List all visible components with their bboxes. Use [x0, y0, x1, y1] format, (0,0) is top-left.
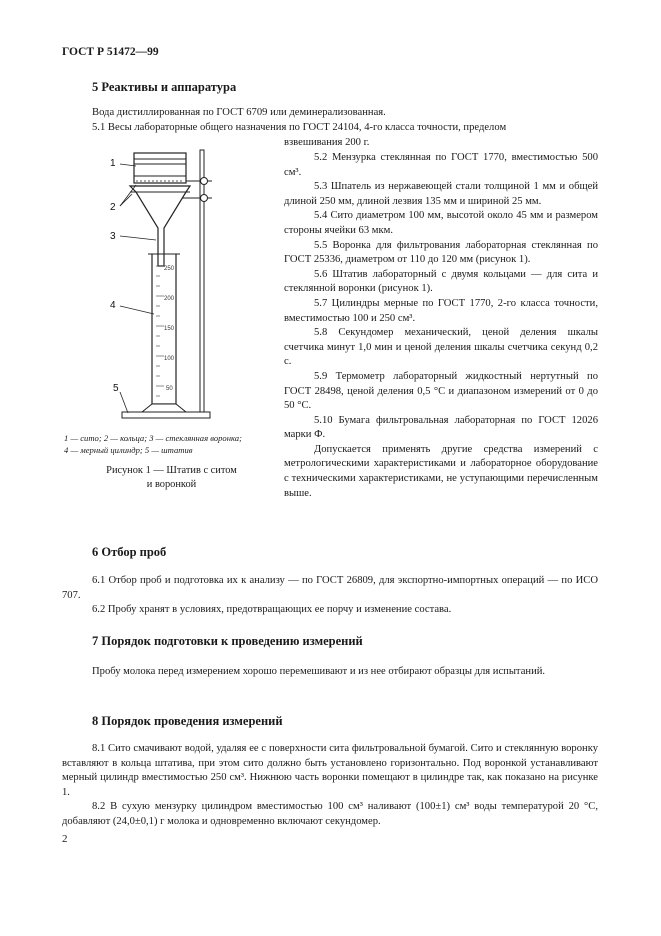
- paragraph-allowed: Допускается применять другие средства измерений с метрологическими характеристиками и лабораторное оборудование с техническими характеристиками, не уступающими перечисленным выше.: [284, 443, 598, 499]
- callout-5: 5: [113, 383, 119, 394]
- scale-label-150: 150: [164, 326, 175, 332]
- figure-caption: [64, 464, 279, 492]
- page-number: 2: [62, 833, 68, 845]
- paragraph-5-8: 5.8 Секундомер механический, ценой деления шкалы счетчика минут 1,0 мин и ценой деления шкалы счетчика секунд 0,2 с.: [284, 327, 598, 368]
- scale-label-100: 100: [164, 356, 175, 362]
- callout-4: 4: [110, 300, 116, 311]
- paragraph-6-2: 6.2 Пробу хранят в условиях, предотвращающих ее порчу и изменение состава.: [92, 604, 452, 616]
- paragraph-5-3: 5.3 Шпатель из нержавеющей стали толщиной 1 мм и общей длиной 250 мм, длиной лезвия 135 мм и шириной 25 мм.: [284, 181, 598, 207]
- figure-legend: [64, 432, 279, 456]
- section-5-title: 5 Реактивы и аппаратура: [92, 80, 237, 94]
- document-code: ГОСТ Р 51472—99: [62, 46, 159, 58]
- lower-ring-clamp: [201, 195, 208, 202]
- sieve-shape: [134, 153, 186, 183]
- figure-caption-line2: и воронкой: [146, 479, 197, 490]
- section-8-body: [62, 742, 598, 830]
- figure-stand-drawing: [100, 148, 275, 423]
- paragraph-5-1-line2: взвешивания 200 г.: [284, 137, 370, 148]
- callout-1: 1: [110, 158, 116, 169]
- section-8-title: 8 Порядок проведения измерений: [92, 714, 283, 728]
- stand-base: [122, 412, 210, 418]
- paragraph-5-6: 5.6 Штатив лабораторный с двумя кольцами — для сита и стеклянной воронки (рисунок 1).: [284, 268, 598, 295]
- callout-3: 3: [110, 231, 116, 242]
- scale-label-200: 200: [164, 296, 175, 302]
- section-6-title: 6 Отбор проб: [92, 545, 167, 559]
- upper-ring-clamp: [201, 178, 208, 185]
- section-7-body: [62, 665, 598, 680]
- cylinder-scale: [156, 266, 164, 396]
- figure-legend-line1: 1 — сито; 2 — кольца; 3 — стеклянная воронка;: [64, 433, 242, 443]
- paragraph-5-7: 5.7 Цилиндры мерные по ГОСТ 1770, 2-го класса точности, вместимостью 100 и 250 см³.: [284, 297, 598, 324]
- stand-rod: [200, 150, 204, 416]
- figure-caption-line1: Рисунок 1 — Штатив с ситом: [106, 465, 237, 476]
- paragraph-5-9: 5.9 Термометр лабораторный жидкостный нертутный по ГОСТ 28498, ценой деления 0,5 °С и диапазоном измерений от 0 до 50 °С.: [284, 370, 598, 412]
- section-7-title: 7 Порядок подготовки к проведению измерений: [92, 634, 363, 648]
- water-paragraph: Вода дистиллированная по ГОСТ 6709 или деминерализованная.: [92, 107, 386, 118]
- measuring-cylinder-shape: [142, 254, 186, 412]
- paragraph-5-1-line1: 5.1 Весы лабораторные общего назначения по ГОСТ 24104, 4-го класса точности, пределом: [92, 122, 507, 133]
- paragraph-6-1: 6.1 Отбор проб и подготовка их к анализу — по ГОСТ 26809, для экспортно-импортных операций — по ИСО 707.: [62, 575, 598, 601]
- paragraph-5-10: 5.10 Бумага фильтровальная лабораторная по ГОСТ 12026 марки Ф.: [284, 414, 598, 441]
- paragraph-5-5: 5.5 Воронка для фильтрования лабораторная стеклянная по ГОСТ 25336, диаметром от 110 до 120 мм (рисунок 1).: [284, 239, 598, 266]
- paragraph-8-2: 8.2 В сухую мензурку цилиндром вместимостью 100 см³ наливают (100±1) см³ воды температурой 20 °С, добавляют (24,0±0,1) г молока и одновременно включают секундомер.: [62, 801, 598, 827]
- scale-label-50: 50: [166, 386, 173, 392]
- paragraph-8-1: 8.1 Сито смачивают водой, удаляя ее с поверхности сита фильтровальной бумагой. Сито и стеклянную воронку вставляют в кольца штатива, при этом сито должно быть установлено горизонтально. Под воронкой устанавливают мерный цилиндр вместимостью 250 см³. Нижнюю часть воронки помещают в цилиндре так, как показано на рисунке 1.: [62, 743, 598, 798]
- scale-label-250: 250: [164, 266, 175, 272]
- paragraph-7: Пробу молока перед измерением хорошо перемешивают и из нее отбирают образцы для испытаний.: [92, 666, 546, 677]
- paragraph-5-4: 5.4 Сито диаметром 100 мм, высотой около 45 мм и размером стороны ячейки 63 мкм.: [284, 210, 598, 236]
- callout-2: 2: [110, 202, 116, 213]
- section-6-body: [62, 574, 598, 618]
- paragraph-5-2: 5.2 Мензурка стеклянная по ГОСТ 1770, вместимостью 500 см³.: [284, 152, 598, 178]
- figure-legend-line2: 4 — мерный цилиндр; 5 — штатив: [64, 445, 193, 455]
- right-column: [284, 151, 598, 501]
